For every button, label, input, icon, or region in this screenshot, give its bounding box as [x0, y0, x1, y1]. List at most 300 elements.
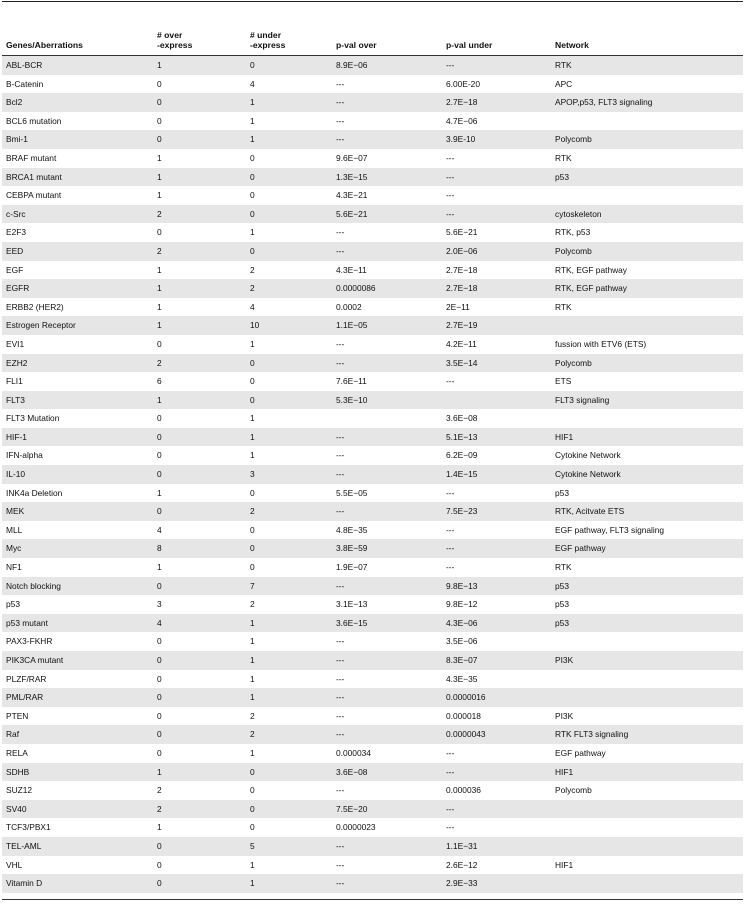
over-express-cell: 0: [157, 580, 162, 591]
pval-under-cell: ---: [446, 208, 455, 219]
table-row: [2, 261, 743, 280]
gene-cell: E2F3: [6, 227, 27, 238]
pval-over-cell: ---: [336, 227, 345, 238]
table-row: [2, 391, 743, 410]
over-express-cell: 1: [157, 766, 162, 777]
table-row: [2, 316, 743, 335]
under-express-cell: 1: [250, 747, 255, 758]
gene-cell: Raf: [6, 729, 20, 740]
network-cell: cytoskeleton: [555, 208, 602, 219]
under-express-cell: 1: [250, 692, 255, 703]
table-top-rule: [2, 1, 743, 2]
pval-under-cell: 0.000018: [446, 710, 481, 721]
over-express-cell: 0: [157, 431, 162, 442]
over-express-cell: 0: [157, 859, 162, 870]
over-express-cell: 1: [157, 822, 162, 833]
over-express-cell: 1: [157, 283, 162, 294]
table-row: [2, 651, 743, 670]
table-row: [2, 130, 743, 149]
pval-over-cell: ---: [336, 580, 345, 591]
pval-under-cell: 2.7E−18: [446, 97, 478, 108]
pval-over-cell: 0.000034: [336, 747, 371, 758]
over-express-cell: 0: [157, 78, 162, 89]
pval-over-cell: ---: [336, 878, 345, 889]
pval-under-cell: ---: [446, 171, 455, 182]
pval-over-cell: 1.1E−05: [336, 320, 368, 331]
gene-cell: Notch blocking: [6, 580, 61, 591]
pval-over-cell: 0.0000023: [336, 822, 376, 833]
under-express-cell: 2: [250, 599, 255, 610]
table-row: [2, 725, 743, 744]
table-row: [2, 837, 743, 856]
over-express-cell: 0: [157, 729, 162, 740]
pval-over-cell: ---: [336, 506, 345, 517]
gene-cell: INK4a Deletion: [6, 487, 63, 498]
header-pval-over: p-val over: [336, 40, 377, 50]
over-express-cell: 1: [157, 562, 162, 573]
table-header: [2, 24, 743, 56]
gene-cell: NF1: [6, 562, 22, 573]
network-cell: HIF1: [555, 431, 574, 442]
gene-cell: PIK3CA mutant: [6, 655, 64, 665]
under-express-cell: 7: [250, 580, 255, 591]
gene-cell: BRAF mutant: [6, 152, 57, 163]
pval-under-cell: 1.1E−31: [446, 840, 478, 851]
pval-over-cell: ---: [336, 450, 345, 461]
over-express-cell: 1: [157, 394, 162, 405]
table-row: [2, 168, 743, 187]
pval-over-cell: ---: [336, 78, 345, 89]
under-express-cell: 1: [250, 413, 255, 424]
network-cell: FLT3 signaling: [555, 394, 610, 405]
pval-over-cell: 0.0002: [336, 301, 362, 312]
network-cell: p53: [555, 487, 569, 498]
under-express-cell: 0: [250, 171, 255, 182]
table-row: [2, 763, 743, 782]
over-express-cell: 1: [157, 301, 162, 312]
pval-under-cell: 5.6E−21: [446, 227, 478, 238]
under-express-cell: 4: [250, 301, 255, 312]
under-express-cell: 2: [250, 283, 255, 294]
pval-over-cell: ---: [336, 785, 345, 796]
pval-under-cell: 2.7E−18: [446, 283, 478, 294]
header-pval-under: p-val under: [446, 40, 493, 50]
network-cell: RTK: [555, 152, 572, 163]
pval-over-cell: ---: [336, 729, 345, 740]
gene-cell: EZH2: [6, 357, 28, 368]
pval-under-cell: 2.6E−12: [446, 859, 478, 870]
network-cell: Cytokine Network: [555, 450, 621, 461]
pval-under-cell: 0.0000043: [446, 729, 486, 740]
table-bottom-rule: [2, 899, 743, 900]
pval-over-cell: 4.3E−11: [336, 264, 367, 275]
header-network: Network: [555, 40, 589, 50]
over-express-cell: 0: [157, 413, 162, 424]
pval-over-cell: 0.0000086: [336, 283, 376, 294]
gene-cell: BRCA1 mutant: [6, 171, 62, 182]
pval-under-cell: 4.2E−11: [446, 338, 477, 349]
network-cell: Polycomb: [555, 245, 592, 256]
network-cell: Polycomb: [555, 134, 592, 145]
pval-under-cell: 3.5E−14: [446, 357, 478, 368]
pval-over-cell: 1.9E−07: [336, 562, 368, 573]
pval-over-cell: ---: [336, 673, 345, 684]
under-express-cell: 1: [250, 673, 255, 684]
pval-over-cell: ---: [336, 357, 345, 368]
pval-under-cell: ---: [446, 766, 455, 777]
table-row: [2, 707, 743, 726]
table-row: [2, 577, 743, 596]
under-express-cell: 0: [250, 152, 255, 163]
network-cell: RTK, EGF pathway: [555, 283, 627, 294]
over-express-cell: 1: [157, 487, 162, 498]
table-row: [2, 484, 743, 503]
pval-under-cell: ---: [446, 376, 455, 387]
gene-cell: EGFR: [6, 283, 30, 294]
gene-cell: RELA: [6, 747, 28, 758]
pval-under-cell: ---: [446, 152, 455, 163]
gene-cell: PAX3-FKHR: [6, 636, 53, 647]
table-row: [2, 298, 743, 317]
pval-under-cell: 6.2E−09: [446, 450, 478, 461]
under-express-cell: 1: [250, 431, 255, 442]
gene-cell: IL-10: [6, 469, 26, 480]
gene-cell: PML/RAR: [6, 692, 44, 703]
pval-over-cell: ---: [336, 469, 345, 480]
pval-under-cell: ---: [446, 803, 455, 814]
over-express-cell: 4: [157, 617, 162, 628]
over-express-cell: 2: [157, 357, 162, 368]
network-cell: APC: [555, 78, 573, 89]
header-over-express: # over -express: [157, 30, 193, 50]
pval-under-cell: 2.9E−33: [446, 878, 478, 889]
under-express-cell: 0: [250, 785, 255, 796]
pval-over-cell: 3.6E−08: [336, 766, 368, 777]
table-row: [2, 446, 743, 465]
under-express-cell: 3: [250, 469, 255, 480]
over-express-cell: 0: [157, 115, 162, 126]
network-cell: APOP,p53, FLT3 signaling: [555, 97, 653, 108]
pval-over-cell: 5.5E−05: [336, 487, 368, 498]
network-cell: HIF1: [555, 859, 574, 870]
pval-over-cell: ---: [336, 431, 345, 442]
pval-under-cell: 7.5E−23: [446, 506, 478, 517]
header-under-express: # under -express: [250, 30, 286, 50]
pval-under-cell: ---: [446, 822, 455, 833]
under-express-cell: 0: [250, 766, 255, 777]
table-row: [2, 632, 743, 651]
table-row: [2, 614, 743, 633]
pval-under-cell: 5.1E−13: [446, 431, 478, 442]
gene-cell: SDHB: [6, 766, 30, 777]
under-express-cell: 0: [250, 803, 255, 814]
table-row: [2, 149, 743, 168]
pval-over-cell: 7.5E−20: [336, 803, 368, 814]
pval-under-cell: 3.9E-10: [446, 134, 476, 145]
under-express-cell: 0: [250, 524, 255, 535]
pval-over-cell: 1.3E−15: [336, 171, 368, 182]
pval-under-cell: 6.00E-20: [446, 78, 480, 89]
pval-under-cell: 9.8E−13: [446, 580, 478, 591]
over-express-cell: 2: [157, 803, 162, 814]
over-express-cell: 1: [157, 171, 162, 182]
pval-over-cell: ---: [336, 636, 345, 647]
pval-over-cell: ---: [336, 245, 345, 256]
header-genes-aberrations: Genes/Aberrations: [6, 40, 83, 50]
table-row: [2, 354, 743, 373]
gene-cell: SV40: [6, 803, 27, 814]
pval-over-cell: ---: [336, 134, 345, 145]
network-cell: p53: [555, 599, 569, 610]
over-express-cell: 0: [157, 673, 162, 684]
gene-cell: VHL: [6, 859, 23, 870]
gene-cell: HIF-1: [6, 431, 27, 442]
pval-over-cell: 5.3E−10: [336, 394, 368, 405]
pval-over-cell: ---: [336, 338, 345, 349]
network-cell: RTK: [555, 60, 572, 70]
over-express-cell: 2: [157, 245, 162, 256]
pval-over-cell: 7.6E−11: [336, 376, 367, 387]
over-express-cell: 8: [157, 543, 162, 554]
table-row: [2, 781, 743, 800]
table-row: [2, 93, 743, 112]
network-cell: Polycomb: [555, 357, 592, 368]
under-express-cell: 0: [250, 562, 255, 573]
pval-under-cell: 9.8E−12: [446, 599, 478, 610]
under-express-cell: 1: [250, 450, 255, 461]
pval-over-cell: 8.9E−06: [336, 60, 368, 70]
pval-under-cell: ---: [446, 562, 455, 573]
table-row: [2, 670, 743, 689]
network-cell: RTK, Acitvate ETS: [555, 506, 625, 517]
under-express-cell: 0: [250, 487, 255, 498]
table-row: [2, 502, 743, 521]
pval-over-cell: 9.6E−07: [336, 152, 368, 163]
table-row: [2, 242, 743, 261]
pval-under-cell: 2E−11: [446, 301, 470, 312]
gene-cell: Vitamin D: [6, 878, 43, 889]
under-express-cell: 5: [250, 840, 255, 851]
network-cell: EGF pathway: [555, 747, 606, 758]
over-express-cell: 1: [157, 264, 162, 275]
pval-over-cell: ---: [336, 840, 345, 851]
over-express-cell: 1: [157, 190, 162, 201]
over-express-cell: 3: [157, 599, 162, 610]
network-cell: Cytokine Network: [555, 469, 621, 480]
table-row: [2, 223, 743, 242]
gene-cell: FLT3: [6, 394, 25, 405]
over-express-cell: 0: [157, 878, 162, 889]
gene-cell: EGF: [6, 264, 24, 275]
over-express-cell: 0: [157, 655, 162, 665]
over-express-cell: 4: [157, 524, 162, 535]
network-cell: ETS: [555, 376, 572, 387]
over-express-cell: 0: [157, 469, 162, 480]
gene-cell: p53 mutant: [6, 617, 48, 628]
gene-cell: PLZF/RAR: [6, 673, 47, 684]
table-row: [2, 372, 743, 391]
over-express-cell: 0: [157, 636, 162, 647]
table-row: [2, 688, 743, 707]
over-express-cell: 0: [157, 134, 162, 145]
pval-under-cell: ---: [446, 524, 455, 535]
gene-cell: B-Catenin: [6, 78, 44, 89]
pval-under-cell: ---: [446, 487, 455, 498]
over-express-cell: 0: [157, 506, 162, 517]
under-express-cell: 1: [250, 617, 255, 628]
pval-under-cell: 2.7E−18: [446, 264, 478, 275]
pval-under-cell: 2.7E−19: [446, 320, 478, 331]
network-cell: HIF1: [555, 766, 574, 777]
over-express-cell: 0: [157, 338, 162, 349]
pval-under-cell: ---: [446, 747, 455, 758]
gene-cell: Estrogen Receptor: [6, 320, 76, 331]
network-cell: p53: [555, 171, 569, 182]
pval-under-cell: 4.3E−35: [446, 673, 478, 684]
table-body: [2, 56, 743, 893]
pval-under-cell: ---: [446, 190, 455, 201]
under-express-cell: 10: [250, 320, 260, 331]
table-row: [2, 186, 743, 205]
over-express-cell: 0: [157, 97, 162, 108]
gene-cell: p53: [6, 599, 20, 610]
network-cell: Polycomb: [555, 785, 592, 796]
table-row: [2, 595, 743, 614]
under-express-cell: 0: [250, 245, 255, 256]
gene-cell: MEK: [6, 506, 25, 517]
under-express-cell: 0: [250, 376, 255, 387]
network-cell: RTK, EGF pathway: [555, 264, 627, 275]
over-express-cell: 0: [157, 692, 162, 703]
pval-over-cell: 4.3E−21: [336, 190, 368, 201]
table-row: [2, 539, 743, 558]
table-row: [2, 521, 743, 540]
under-express-cell: 0: [250, 60, 255, 70]
gene-cell: BCL6 mutation: [6, 115, 62, 126]
under-express-cell: 1: [250, 636, 255, 647]
pval-under-cell: 2.0E−06: [446, 245, 478, 256]
under-express-cell: 0: [250, 822, 255, 833]
gene-cell: EVI1: [6, 338, 25, 349]
gene-cell: Bcl2: [6, 97, 23, 108]
network-cell: PI3K: [555, 710, 574, 721]
network-cell: RTK FLT3 signaling: [555, 729, 629, 740]
gene-cell: TCF3/PBX1: [6, 822, 51, 833]
network-cell: p53: [555, 617, 569, 628]
network-cell: RTK, p53: [555, 227, 591, 238]
pval-over-cell: ---: [336, 710, 345, 721]
under-express-cell: 0: [250, 394, 255, 405]
gene-cell: c-Src: [6, 208, 26, 219]
pval-over-cell: 3.8E−59: [336, 543, 368, 554]
table-row: [2, 112, 743, 131]
gene-cell: CEBPA mutant: [6, 190, 62, 201]
table-row: [2, 279, 743, 298]
gene-cell: ABL-BCR: [6, 60, 43, 70]
pval-under-cell: 0.000036: [446, 785, 481, 796]
gene-cell: FLI1: [6, 376, 23, 387]
pval-over-cell: 4.8E−35: [336, 524, 368, 535]
under-express-cell: 0: [250, 543, 255, 554]
over-express-cell: 6: [157, 376, 162, 387]
network-cell: RTK: [555, 301, 572, 312]
under-express-cell: 2: [250, 506, 255, 517]
network-cell: EGF pathway, FLT3 signaling: [555, 524, 665, 535]
gene-cell: IFN-alpha: [6, 450, 43, 461]
pval-over-cell: 5.6E−21: [336, 208, 368, 219]
table-row: [2, 744, 743, 763]
pval-under-cell: 3.6E−08: [446, 413, 478, 424]
network-cell: fussion with ETV6 (ETS): [555, 338, 647, 349]
pval-under-cell: 1.4E−15: [446, 469, 478, 480]
network-cell: p53: [555, 580, 569, 591]
over-express-cell: 0: [157, 747, 162, 758]
table-row: [2, 818, 743, 837]
table-row: [2, 558, 743, 577]
over-express-cell: 2: [157, 785, 162, 796]
table-row: [2, 409, 743, 428]
under-express-cell: 1: [250, 655, 255, 665]
pval-under-cell: ---: [446, 60, 455, 70]
under-express-cell: 1: [250, 227, 255, 238]
pval-under-cell: 8.3E−07: [446, 655, 478, 665]
over-express-cell: 0: [157, 840, 162, 851]
table-row: [2, 874, 743, 893]
under-express-cell: 4: [250, 78, 255, 89]
under-express-cell: 1: [250, 134, 255, 145]
pval-over-cell: 3.6E−15: [336, 617, 368, 628]
under-express-cell: 2: [250, 729, 255, 740]
under-express-cell: 0: [250, 208, 255, 219]
over-express-cell: 0: [157, 227, 162, 238]
pval-over-cell: 3.1E−13: [336, 599, 368, 610]
pval-over-cell: ---: [336, 97, 345, 108]
under-express-cell: 1: [250, 878, 255, 889]
gene-cell: EED: [6, 245, 24, 256]
gene-cell: FLT3 Mutation: [6, 413, 60, 424]
table-row: [2, 800, 743, 819]
pval-over-cell: ---: [336, 655, 345, 665]
gene-cell: Bmi-1: [6, 134, 28, 145]
table-row: [2, 465, 743, 484]
gene-cell: TEL-AML: [6, 840, 42, 851]
under-express-cell: 1: [250, 115, 255, 126]
over-express-cell: 1: [157, 152, 162, 163]
pval-over-cell: ---: [336, 115, 345, 126]
under-express-cell: 1: [250, 338, 255, 349]
table-row: [2, 856, 743, 875]
over-express-cell: 2: [157, 208, 162, 219]
gene-cell: MLL: [6, 524, 23, 535]
pval-under-cell: 0.0000016: [446, 692, 486, 703]
under-express-cell: 1: [250, 859, 255, 870]
under-express-cell: 1: [250, 97, 255, 108]
gene-cell: PTEN: [6, 710, 29, 721]
table-row: [2, 75, 743, 94]
table-row: [2, 428, 743, 447]
table-row: [2, 205, 743, 224]
gene-cell: SUZ12: [6, 785, 33, 796]
table-row: [2, 56, 743, 75]
under-express-cell: 0: [250, 190, 255, 201]
gene-cell: ERBB2 (HER2): [6, 301, 64, 312]
over-express-cell: 1: [157, 320, 162, 331]
pval-under-cell: 4.7E−06: [446, 115, 478, 126]
pval-over-cell: ---: [336, 859, 345, 870]
pval-under-cell: 4.3E−06: [446, 617, 478, 628]
over-express-cell: 1: [157, 60, 162, 70]
pval-under-cell: ---: [446, 543, 455, 554]
